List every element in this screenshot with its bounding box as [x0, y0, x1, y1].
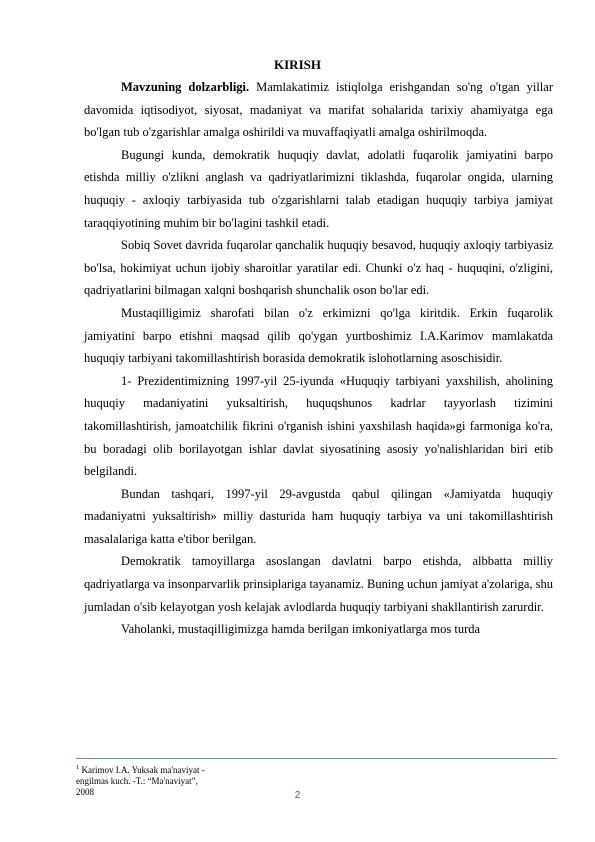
paragraph-lead: Mavzuning dolzarbligi.	[121, 80, 250, 94]
footnote-text: Karimov I.A. Yuksak ma'naviyat - engilmas kuch. -T.: “Ma'naviyat”, 2008	[76, 765, 205, 797]
paragraph	[84, 550, 553, 618]
paragraph-text: Mustaqilligimiz sharofati bilan o'z erkimizni qo'lga kiritdik. Erkin fuqarolik jamiyatini barpo etishni maqsad qilib qo'ygan yurtboshimiz I.A.Karimov mamlakatda huquqiy tarbiyani takomillashtirish borasida demokratik islohotlarning asoschisidir.	[84, 305, 553, 366]
paragraph-text: Mamlakatimiz istiqlolga erishgandan so'ng o'tgan yillar davomida iqtisodiyot, siyosat, madaniyat va marifat sohalarida tarixiy ahamiyatga ega bo'lgan tub o'zgarishlar amalga oshirildi va muvaffaqiyatli amalga oshirilmoqda.	[84, 80, 553, 140]
page-number: 2	[294, 790, 301, 801]
paragraph	[84, 76, 553, 144]
paragraph	[84, 144, 553, 234]
paragraph-text: Bugungi kunda, demokratik huquqiy davlat, adolatli fuqarolik jamiyatini barpo etishda milliy o'zlikni anglash va qadriyatlarimizni tiklashda, fuqarolar ongida, ularning huquqiy - axloqiy tarbiyasida tub o'zgarishlarni talab etadigan huquqiy tarbiya jamiyat taraqqiyotining muhim bir bo'lagini tashkil etadi.	[84, 147, 553, 230]
paragraph-text: Sobiq Sovet davrida fuqarolar qanchalik huquqiy besavod, huquqiy axloqiy tarbiyasiz bo'lsa, hokimiyat uchun ijobiy sharoitlar yaratilar edi. Chunki o'z haq - huquqini, o'zligini, qadriyatlarini bilmagan xalqni boshqarish shunchalik oson bo'lar edi.	[84, 238, 553, 298]
paragraph	[84, 302, 553, 370]
paragraph-text: Vaholanki, mustaqilligimizga hamda berilgan imkoniyatlarga mos turda	[121, 622, 481, 637]
paragraph-text: 1- Prezidentimizning 1997-yil 25-iyunda «Huquqiy tarbiyani yaxshilish, aholining huquqiy madaniyatini yuksaltirish, huquqshunos kadrlar tayyorlash tizimini takomillashtirish, jamoatchilik fikrini o'rganish ishini yaxshilash haqida»gi farmoniga ko'ra, bu boradagi olib borilayotgan ishlar davlat siyosatining asosiy yo'nalishlaridan biri etib belgilandi.	[84, 373, 553, 479]
paragraph	[84, 370, 553, 483]
page-title: KIRISH	[274, 57, 321, 72]
paragraph	[84, 234, 553, 302]
paragraph-text: Bundan tashqari, 1997-yil 29-avgustda qabul qilingan «Jamiyatda huquqiy madaniyatni yuksaltirish» milliy dasturida ham huquqiy tarbiya va uni takomillashtirish masalalariga katta e'tibor berilgan.	[84, 486, 553, 546]
body-text	[84, 76, 553, 641]
footnote-marker: 1	[76, 764, 80, 771]
paragraph-text: Demokratik tamoyillarga asoslangan davlatni barpo etishda, albbatta milliy qadriyatlarga va insonparvarlik prinsiplariga tayanamiz. Buning uchun jamiyat a'zolariga, shu jumladan o'sib kelayotgan yosh kelajak avlodlarda huquqiy tarbiyani shakllantirish zarurdir.	[84, 554, 553, 614]
paragraph	[84, 483, 553, 551]
footnote-divider	[76, 758, 557, 759]
paragraph	[84, 618, 553, 641]
